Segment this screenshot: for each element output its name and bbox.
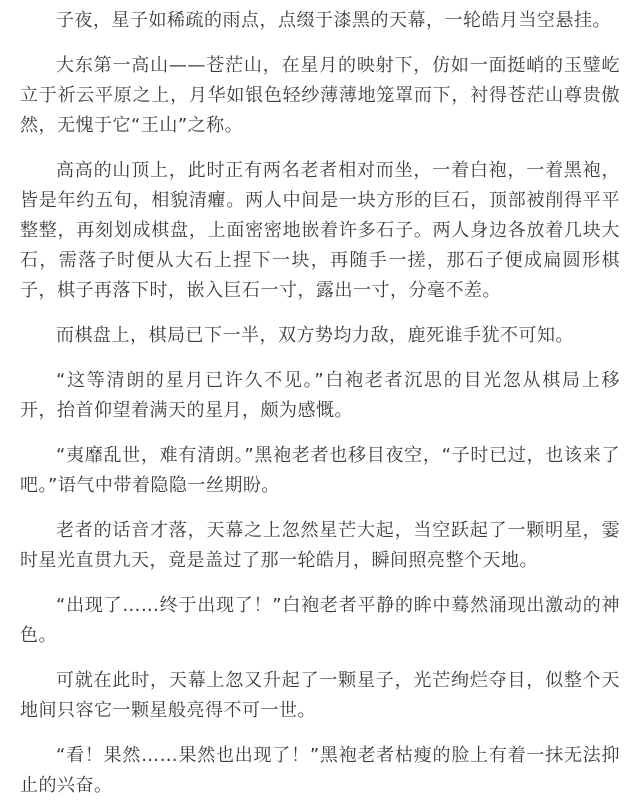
paragraph: “这等清朗的星月已许久不见。”白袍老者沉思的目光忽从棋局上移开，抬首仰望着满天的星月，颇为感慨。 bbox=[20, 370, 620, 421]
paragraph: 老者的话音才落，天幕之上忽然星芒大起，当空跃起了一颗明星，霎时星光直贯九天，竟是盖过了那一轮皓月，瞬间照亮整个天地。 bbox=[20, 520, 620, 571]
paragraph: 子夜，星子如稀疏的雨点，点缀于漆黑的天幕，一轮皓月当空悬挂。 bbox=[56, 10, 611, 31]
paragraph: 高高的山顶上，此时正有两名老者相对而坐，一着白袍，一着黑袍，皆是年约五旬，相貌清癯。两人中间是一块方形的巨石，顶部被削得平平整整，再刻划成棋盘，上面密密地嵌着许多石子。两人身边各放着几块大石，需落子时便从大石上捏下一块，再随手一搓，那石子便成扁圆形棋子，棋子再落下时，嵌入巨石一寸，露出一寸，分毫不差。 bbox=[20, 160, 620, 301]
paragraph: “出现了……终于出现了！”白袍老者平静的眸中蓦然涌现出激动的神色。 bbox=[20, 595, 620, 646]
paragraph: “夷靡乱世，难有清朗。”黑袍老者也移目夜空，“子时已过，也该来了吧。”语气中带着隐隐一丝期盼。 bbox=[20, 445, 620, 496]
paragraph: 可就在此时，天幕上忽又升起了一颗星子，光芒绚烂夺目，似整个天地间只容它一颗星般亮得不可一世。 bbox=[20, 670, 620, 721]
paragraph: 大东第一高山——苍茫山，在星月的映射下，仿如一面挺峭的玉璧屹立于祈云平原之上，月华如银色轻纱薄薄地笼罩而下，衬得苍茫山尊贵傲然，无愧于它“王山”之称。 bbox=[20, 55, 620, 136]
paragraph: “看！果然……果然也出现了！”黑袍老者枯瘦的脸上有着一抹无法抑止的兴奋。 bbox=[20, 745, 620, 796]
paragraph: 而棋盘上，棋局已下一半，双方势均力敌，鹿死谁手犹不可知。 bbox=[56, 325, 574, 346]
